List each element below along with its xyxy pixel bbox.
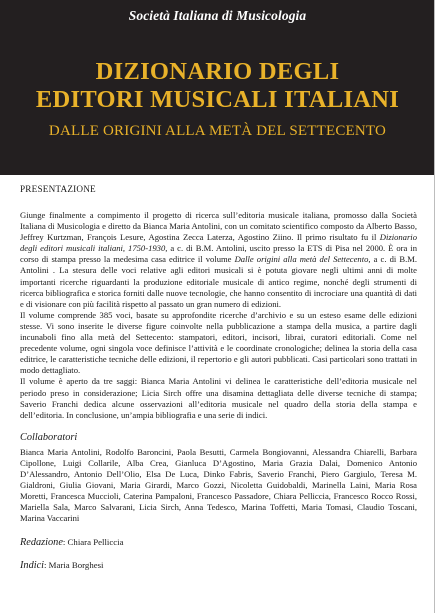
indici-label: Indici [20,560,45,572]
cited-title-1: Dizionario degli editori musicali italiani, 1750-1930 [20,232,417,254]
book-title-line-2: EDITORI MUSICALI ITALIANI [35,86,400,113]
book-title [0,58,435,114]
redazione-name: : Chiara Pelliccia [62,537,124,548]
book-subtitle: DALLE ORIGINI ALLA METÀ DEL SETTECENTO [48,123,387,139]
presentazione-body [20,210,417,421]
redazione-line [20,537,417,548]
header-banner [0,0,435,175]
collaboratori-heading: Collaboratori [20,431,78,443]
collaboratori-list: Bianca Maria Antolini, Rodolfo Baroncini, Paola Besutti, Carmela Bongiovanni, Alessandra Chiarelli, Barbara Cipollone, Luigi Collarile, Alba Crea, Gianluca D’Agostino, Maria Grazia Dalai, Domenico Antonio D’Alessandro, Antonio Dell’Olio, Elsa De Luca, Dinko Fabris, Saverio Franchi, Piero Gargiulo, Teresa M. Gialdroni, Giulia Giovani, Maria Girardi, Marco Gozzi, Nicoletta Guidobaldi, Marinella Laini, Maria Rosa Moretti, Francesca Muccioli, Caterina Pampaloni, Francesco Passadore, Chiara Pelliccia, Francesco Rocco Rossi, Mariella Sala, Marco Salvarani, Licia Sirch, Anna Tedesco, Marina Toffetti, Maria Tomasi, Claudio Toscani, Marina Vaccarini [20,446,417,524]
indici-name: : Maria Borghesi [44,560,104,571]
content-area [20,184,417,571]
cited-title-2: Dalle origini alla metà del Settecento [234,254,369,265]
society-name: Società Italiana di Musicologia [128,8,307,23]
book-title-line-1: DIZIONARIO DEGLI [95,58,340,85]
paragraph-3: Il volume è aperto da tre saggi: Bianca Maria Antolini vi delinea le caratteristiche dell’editoria musicale nel periodo preso in considerazione; Licia Sirch offre una disamina dettagliata delle diverse tecniche di stampa; Saverio Franchi dedica alcune osservazioni all’editoria musicale nel quadro della storia della stampa e dell’editoria. In conclusione, un’ampia bibliografia e una serie di indici. [20,376,417,420]
indici-line [20,560,417,571]
redazione-label: Redazione [20,537,63,549]
paragraph-1: Giunge finalmente a compimento il progetto di ricerca sull’editoria musicale italiana, promosso dalla Società Italiana di Musicologia e diretto da Bianca Maria Antolini, con un comitato scientifico composto da Alberto Basso, Jeffrey Kurtzman, François Lesure, Agostina Zecca Laterza, Agostino Ziino. Il primo risultato fu il Dizionario degli editori musicali italiani, 1750-1930, a c. di B.M. Antolini, uscito presso la ETS di Pisa nel 2000. È ora in corso di stampa presso la medesima casa editrice il volume Dalle origini alla metà del Settecento, a c. di B.M. Antolini . La stesura delle voci relative agli editori musicali si è potuta giovare negli ultimi anni di molte importanti ricerche riguardanti la produzione editoriale musicale di antico regime, nonché degli strumenti di ricerca bibliografica e storica forniti dalle nuove tecnologie, che hanno consentito di incrociare una quantità di dati e di visionare con più facilità rispetto al passato un gran numero di edizioni. [20,210,418,309]
paragraph-2: Il volume comprende 385 voci, basate su approfondite ricerche d’archivio e su un esteso esame delle edizioni stesse. Vi sono inserite le diverse figure coinvolte nella pubblicazione a stampa della musica, a partire dagli incunaboli fino alla metà del Settecento: stampatori, editori, incisori, librai, curatori editoriali. Come nel precedente volume, ogni singola voce definisce l’attività e le coordinate cronologiche; delinea la storia della casa editrice, le caratteristiche tecniche delle edizioni, il repertorio e gli autori pubblicati. Casi particolari sono trattati in modo dettagliato. [20,309,417,376]
presentazione-heading: PRESENTAZIONE [20,184,96,194]
